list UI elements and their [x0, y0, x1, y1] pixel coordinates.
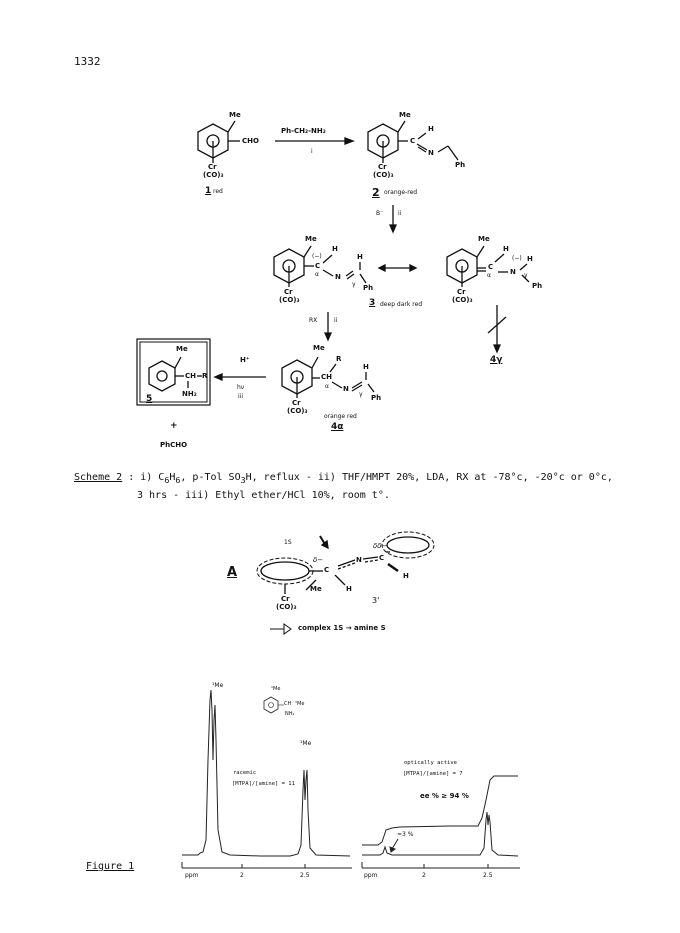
- byproduct-phcho: PhCHO: [160, 441, 188, 449]
- right-spectrum-trace: [362, 812, 518, 856]
- left-inset-ring: [264, 697, 278, 713]
- c3-c: C: [315, 262, 321, 270]
- c3-color: deep dark red: [380, 301, 423, 308]
- left-peak1-label: ¹Me: [212, 682, 224, 689]
- left-axis-25: 2.5: [300, 872, 310, 879]
- right-axis-2: 2: [422, 872, 426, 879]
- c3-number: 3: [369, 298, 376, 308]
- c1-me: Me: [229, 111, 241, 119]
- left-spectrum-trace: [182, 690, 350, 856]
- c4a-me: Me: [313, 344, 325, 352]
- c4a-number: 4α: [331, 422, 344, 432]
- c2-n: N: [428, 149, 434, 157]
- step-ii-label: ii: [398, 210, 402, 217]
- c5-number: 5: [146, 394, 153, 404]
- c1-cho: CHO: [242, 137, 259, 145]
- model-a-c2: C: [379, 554, 385, 562]
- caption-sub6a: 6: [164, 475, 170, 485]
- c3b-co: (CO)₃: [452, 296, 473, 304]
- model-a-number: 3': [372, 596, 380, 605]
- model-a-1s: 1S: [284, 539, 292, 546]
- c4a-ph: Ph: [371, 394, 382, 402]
- page-number: 1332: [74, 55, 101, 68]
- step-iii-hplus: H⁺: [240, 356, 250, 364]
- right-integral-trace: [362, 776, 518, 845]
- model-a-co: (CO)₃: [276, 603, 297, 611]
- c4a-h: H: [363, 363, 369, 371]
- model-a-c: C: [324, 566, 330, 574]
- plus-sign: +: [170, 421, 178, 431]
- c5-ch: CH: [185, 372, 196, 380]
- step-iii-label: iii: [238, 393, 244, 400]
- c3-alpha: α: [315, 271, 319, 278]
- caption-part1: : i) C: [122, 472, 165, 483]
- c3b-cr: Cr: [457, 288, 466, 296]
- c4a-color: orange red: [324, 413, 357, 420]
- c4a-r: R: [336, 355, 342, 363]
- step-ii-base: B⁻: [376, 210, 384, 217]
- step-i-label: i: [311, 148, 313, 155]
- caption-part3: H, reflux - ii) THF/HMPT 20%, LDA, RX at -78°c, -20°c or 0°c,: [245, 472, 613, 483]
- c3-h2: H: [357, 253, 363, 261]
- left-inset-me1: ¹Me: [271, 686, 281, 692]
- caption-line2: 3 hrs - iii) Ethyl ether/HCl 10%, room t°.: [137, 490, 390, 501]
- step-iii-hv: hν: [237, 384, 245, 391]
- left-axis-2: 2: [240, 872, 244, 879]
- c2-cr: Cr: [378, 163, 387, 171]
- c3-minus: (−): [312, 253, 322, 260]
- c3b-c: C: [488, 263, 494, 271]
- model-a-deltadelta: δδ−: [373, 542, 388, 550]
- c3-ph: Ph: [363, 284, 374, 292]
- left-inset-nh2: NH₂: [285, 711, 295, 717]
- caption-part2: , p-Tol SO: [180, 472, 241, 483]
- c3b-me: Me: [478, 235, 490, 243]
- c4a-ch: CH: [321, 373, 332, 381]
- right-note1: optically active: [404, 760, 457, 766]
- c1-number: 1: [205, 186, 212, 196]
- caption-sub6b: 6: [175, 475, 181, 485]
- model-a-drawing: [0, 520, 680, 640]
- p4gamma-number: 4γ: [490, 355, 503, 365]
- c3b-minus: (−): [512, 255, 522, 262]
- compound5-ring: [149, 361, 175, 391]
- c3b-h2: H: [527, 255, 533, 263]
- left-note1: racemic: [233, 770, 257, 776]
- c3b-ph: Ph: [532, 282, 543, 290]
- c5-nh2: NH₂: [182, 390, 197, 398]
- step-ii-rx: RX: [309, 317, 318, 324]
- c3-gamma: γ: [352, 281, 356, 288]
- c3-co: (CO)₃: [279, 296, 300, 304]
- model-a-h2: H: [403, 572, 409, 580]
- c3-me: Me: [305, 235, 317, 243]
- c1-co: (CO)₃: [203, 171, 224, 179]
- right-ee: ee % ≥ 94 %: [420, 792, 469, 800]
- c1-color: red: [213, 188, 223, 195]
- c2-me: Me: [399, 111, 411, 119]
- c4a-cr: Cr: [292, 399, 301, 407]
- caption-mid1: H: [169, 472, 176, 483]
- right-note2: [MTPA]/[amine] = 7: [403, 771, 463, 777]
- right-minor: ≈3 %: [397, 831, 414, 838]
- model-a-me: Me: [310, 585, 322, 593]
- scheme-caption: [74, 470, 644, 504]
- c4a-co: (CO)₃: [287, 407, 308, 415]
- left-inset-ch: CH: [284, 701, 292, 707]
- model-a-delta: δ−: [313, 556, 324, 564]
- model-a-ring2: [387, 537, 429, 553]
- c3b-n: N: [510, 268, 516, 276]
- model-a-label: A: [227, 565, 238, 580]
- c2-ph: Ph: [455, 161, 466, 169]
- model-a-h1: H: [346, 585, 352, 593]
- c4a-gamma: γ: [359, 391, 363, 398]
- figure-label: Figure 1: [86, 861, 135, 872]
- caption-sub3: 3: [240, 475, 246, 485]
- step-i-reagent: Ph-CH₂-NH₂: [281, 127, 326, 135]
- c4a-n: N: [343, 385, 349, 393]
- left-axis-ppm: ppm: [185, 872, 199, 879]
- c5-r: R: [202, 372, 208, 380]
- c5-me: Me: [176, 345, 188, 353]
- c3-h1: H: [332, 245, 338, 253]
- c3-n: N: [335, 273, 341, 281]
- right-axis-ppm: ppm: [364, 872, 378, 879]
- right-axis-25: 2.5: [483, 872, 493, 879]
- c4a-alpha: α: [325, 383, 329, 390]
- model-a-n: N: [356, 556, 362, 564]
- c2-co: (CO)₃: [373, 171, 394, 179]
- left-inset-me2: ¹Me: [295, 701, 305, 707]
- model-a-ring1: [261, 562, 309, 580]
- c3b-alpha: α: [487, 272, 491, 279]
- c1-cr: Cr: [208, 163, 217, 171]
- model-a-cr: Cr: [281, 595, 290, 603]
- c3b-gamma: γ: [524, 272, 528, 279]
- left-note2: [MTPA]/[amine] = 11: [232, 781, 295, 787]
- model-a-note: complex 1S → amine S: [298, 624, 386, 632]
- c3-cr: Cr: [284, 288, 293, 296]
- c2-number: 2: [372, 186, 380, 199]
- left-peak2-label: ¹Me: [300, 740, 312, 747]
- c3b-h1: H: [503, 245, 509, 253]
- scheme-caption-label: Scheme 2: [74, 472, 123, 483]
- step-ii-rx-label: ii: [334, 317, 338, 324]
- c2-h: H: [428, 125, 434, 133]
- c2-c: C: [410, 137, 416, 145]
- c2-color: orange-red: [384, 189, 418, 196]
